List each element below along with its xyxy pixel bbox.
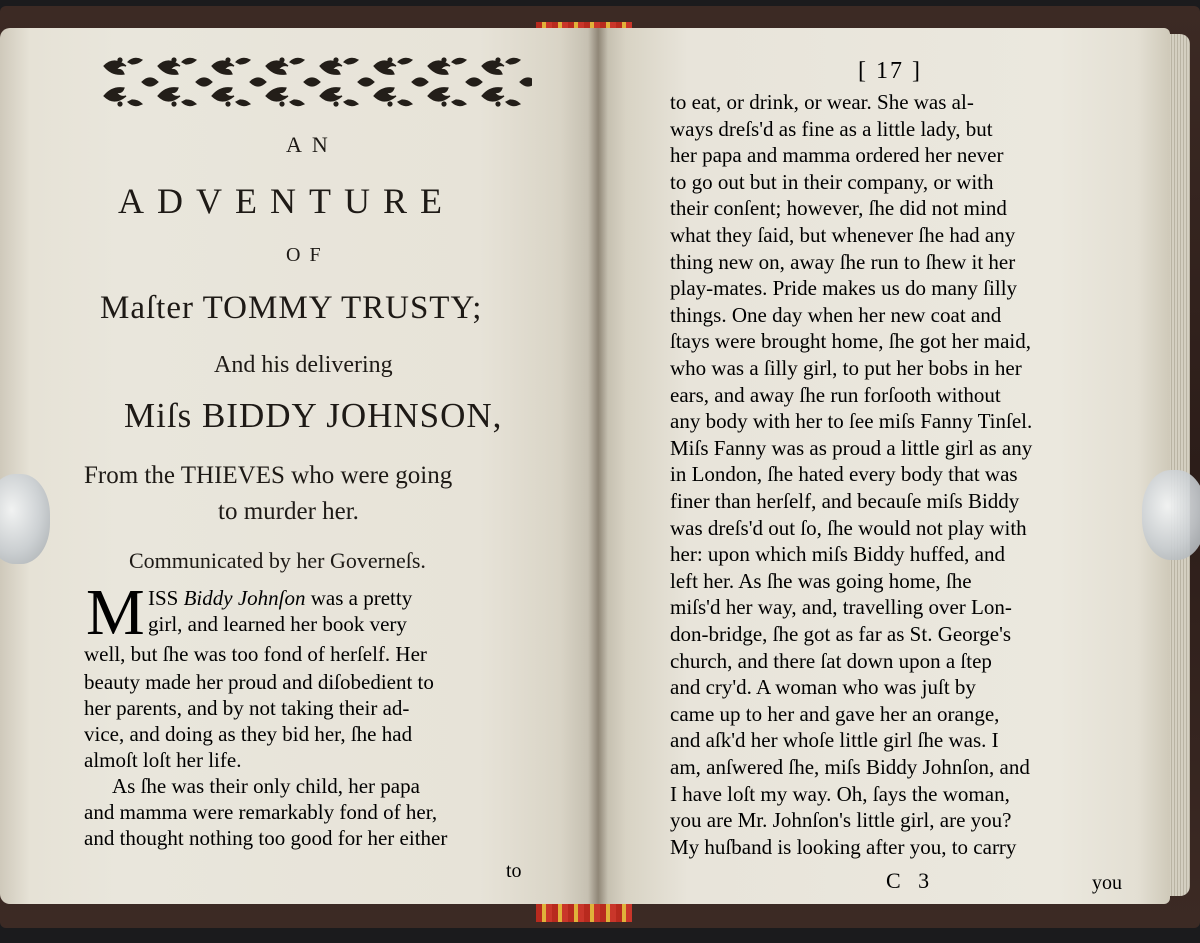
drop-cap: M (86, 576, 145, 649)
left-body-line: and thought nothing too good for her either (84, 826, 448, 850)
right-body-line: and aſk'd her whoſe little girl ſhe was. I (670, 728, 999, 753)
right-body-line: things. One day when her new coat and (670, 302, 1002, 327)
right-body-line: ways dreſs'd as fine as a little lady, but (670, 116, 993, 141)
right-body-line: church, and there ſat down upon a ſtep (670, 648, 992, 673)
signature-mark: C 3 (886, 868, 936, 893)
right-body-line: and cry'd. A woman who was juſt by (670, 675, 976, 700)
left-body-line: well, but ſhe was too fond of herſelf. Her (84, 642, 427, 666)
right-body-line: Miſs Fanny was as proud a little girl as any (670, 435, 1033, 460)
right-body-line: what they ſaid, but whenever ſhe had any (670, 223, 1016, 247)
right-body-line: in London, ſhe hated every body that was (670, 462, 1018, 487)
right-body-line: don-bridge, ſhe got as far as St. George's (670, 622, 1012, 646)
title-adventure: ADVENTURE (118, 181, 455, 221)
left-catchword: to (506, 860, 522, 882)
left-body-line: almoſt loſt her life. (84, 748, 242, 772)
left-body-line: and mamma were remarkably fond of her, (84, 800, 438, 824)
title-to-murder-her: to murder her. (218, 498, 359, 525)
floral-ornament-header (100, 52, 532, 112)
right-body-line: her papa and mamma ordered her never (670, 143, 1004, 168)
page-clip-right (1142, 470, 1200, 560)
right-body-line: thing new on, away ſhe run to ſhew it her (670, 249, 1016, 274)
left-body-line: ISS Biddy Johnſon was a pretty (148, 586, 413, 610)
title-miss-biddy-johnson: Miſs BIDDY JOHNSON, (124, 396, 503, 435)
right-body-line: finer than herſelf, and becauſe miſs Biddy (670, 489, 1020, 513)
title-and-his-delivering: And his delivering (214, 352, 393, 378)
right-body-line: you are Mr. Johnſon's little girl, are you? (670, 808, 1012, 833)
right-body-line: ſtays were brought home, ſhe got her maid, (670, 329, 1031, 354)
right-catchword: you (1092, 872, 1122, 894)
right-body-line: their conſent; however, ſhe did not mind (670, 196, 1007, 221)
right-body-line: to eat, or drink, or wear. She was al- (670, 90, 974, 114)
title-master-tommy-trusty: Maſter TOMMY TRUSTY; (100, 290, 483, 326)
title-an: AN (286, 132, 338, 157)
page-clip-left (0, 474, 50, 564)
left-body-line: beauty made her proud and diſobedient to (84, 670, 434, 694)
page-number: [ 17 ] (858, 58, 922, 84)
left-body-line: vice, and doing as they bid her, ſhe had (84, 722, 413, 746)
title-communicated: Communicated by her Governeſs. (129, 548, 426, 573)
right-body-line: left her. As ſhe was going home, ſhe (670, 568, 972, 593)
right-body-line: My huſband is looking after you, to carry (670, 834, 1017, 859)
right-body-line: any body with her to ſee miſs Fanny Tinſel. (670, 409, 1033, 434)
left-body-line: her parents, and by not taking their ad- (84, 696, 410, 720)
right-body-line: came up to her and gave her an orange, (670, 701, 1000, 726)
title-from-the-thieves: From the THIEVES who were going (84, 462, 453, 489)
right-body-line: I have loſt my way. Oh, ſays the woman, (670, 781, 1010, 806)
left-body-line: As ſhe was their only child, her papa (112, 774, 420, 798)
right-body-line: to go out but in their company, or with (670, 169, 994, 194)
title-of: OF (286, 244, 330, 266)
right-body-line: miſs'd her way, and, travelling over Lon- (670, 595, 1012, 620)
left-body-line: girl, and learned her book very (148, 612, 407, 636)
right-body-line: ears, and away ſhe run forſooth without (670, 382, 1001, 407)
right-body-line: am, anſwered ſhe, miſs Biddy Johnſon, and (670, 755, 1030, 779)
right-body-line: her: upon which miſs Biddy huffed, and (670, 542, 1005, 567)
book-gutter (588, 28, 608, 904)
right-body-line: play-mates. Pride makes us do many ſilly (670, 276, 1018, 301)
right-body-line: who was a ſilly girl, to put her bobs in her (670, 356, 1022, 380)
right-body-line: was dreſs'd out ſo, ſhe would not play with (670, 515, 1027, 540)
